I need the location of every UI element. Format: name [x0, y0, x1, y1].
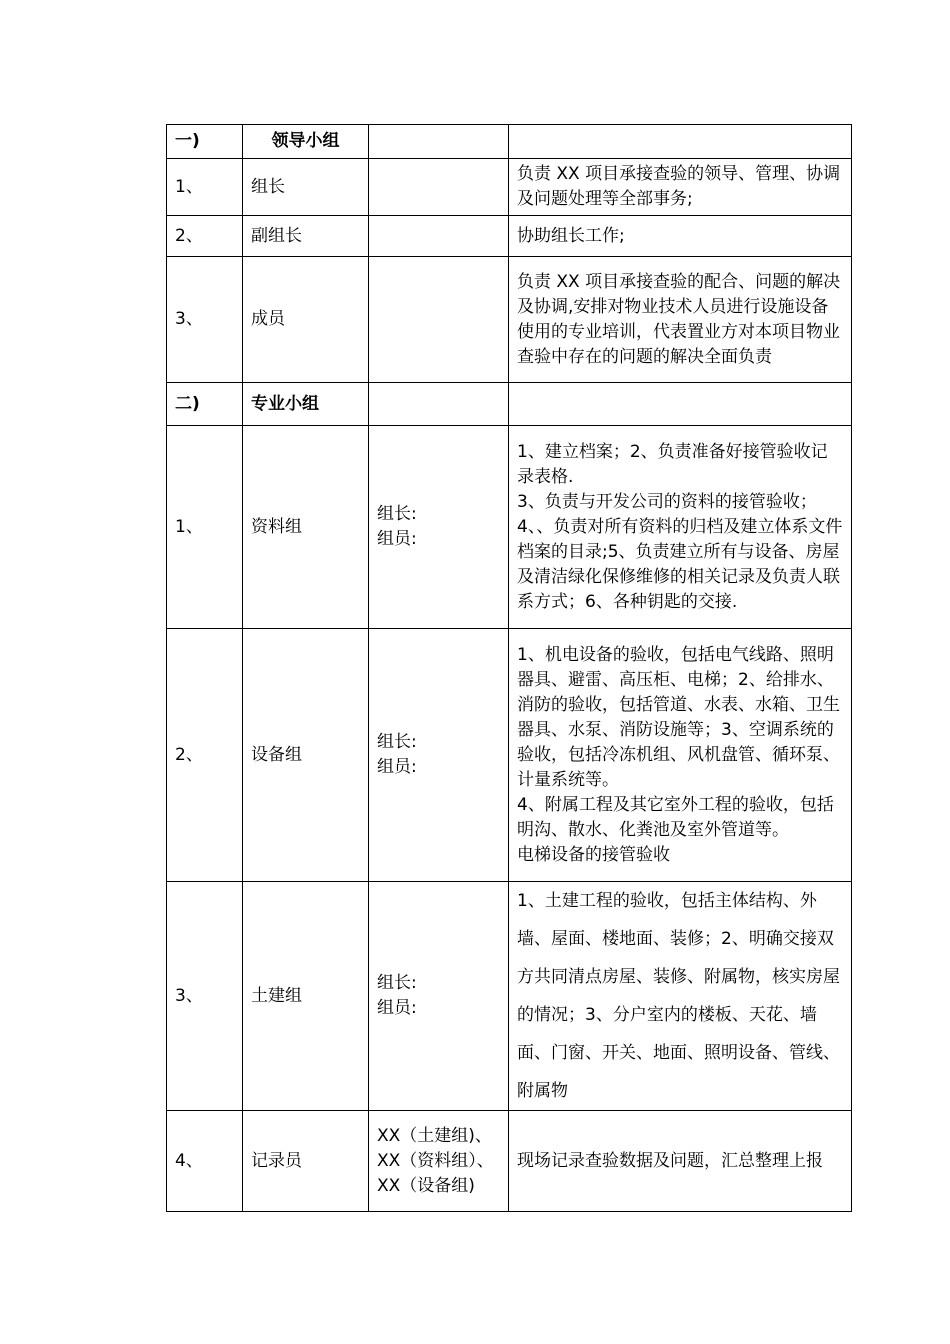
staff-cell	[369, 257, 509, 383]
section-header-row	[167, 383, 852, 426]
duty-text: 负责 XX 项目承接查验的领导、管理、协调及问题处理等全部事务;	[509, 159, 852, 216]
role-name: 副组长	[243, 216, 369, 257]
table-row	[167, 882, 852, 1111]
duty-line: 3、负责与开发公司的资料的接管验收；4、、负责对所有资料的归档及建立体系文件档案的目录;5、负责建立所有与设备、房屋及清洁绿化保修维修的相关记录及负责人联系方式；6、各种钥匙的交接.	[517, 491, 843, 612]
member-label: 组员:	[377, 757, 417, 777]
role-name: 组长	[243, 159, 369, 216]
staff-cell	[369, 125, 509, 159]
member-label: 组员:	[377, 529, 417, 549]
group-name: 土建组	[243, 882, 369, 1111]
leader-label: 组长:	[377, 732, 417, 752]
staff-cell	[369, 159, 509, 216]
table-row	[167, 216, 852, 257]
section-header-row	[167, 125, 852, 159]
staff-text: XX（土建组)、XX（资料组）、XX（设备组)	[369, 1111, 509, 1212]
duty-text: 协助组长工作;	[509, 216, 852, 257]
table-row	[167, 629, 852, 882]
table-row	[167, 426, 852, 629]
table-row	[167, 1111, 852, 1212]
duty-cell	[509, 125, 852, 159]
staff-cell	[369, 882, 509, 1111]
role-name: 成员	[243, 257, 369, 383]
section-number: 一)	[167, 125, 243, 159]
section-number: 二)	[167, 383, 243, 426]
duty-cell	[509, 383, 852, 426]
duty-line: 电梯设备的接管验收	[517, 844, 670, 865]
section-title: 专业小组	[243, 383, 369, 426]
row-number: 3、	[167, 257, 243, 383]
acceptance-team-table	[166, 124, 852, 1212]
row-number: 1、	[167, 159, 243, 216]
duty-line: 1、建立档案；2、负责准备好接管验收记录表格.	[517, 441, 828, 487]
section-title: 领导小组	[243, 125, 369, 159]
duty-cell	[509, 629, 852, 882]
duty-text: 现场记录查验数据及问题，汇总整理上报	[509, 1111, 852, 1212]
row-number: 4、	[167, 1111, 243, 1212]
row-number: 2、	[167, 216, 243, 257]
row-number: 2、	[167, 629, 243, 882]
staff-cell	[369, 629, 509, 882]
duty-cell	[509, 426, 852, 629]
group-name: 记录员	[243, 1111, 369, 1212]
staff-cell	[369, 426, 509, 629]
leader-label: 组长:	[377, 973, 417, 993]
group-name: 资料组	[243, 426, 369, 629]
row-number: 1、	[167, 426, 243, 629]
duty-text: 1、土建工程的验收，包括主体结构、外墙、屋面、楼地面、装修；2、明确交接双方共同清点房屋、装修、附属物，核实房屋的情况；3、分户室内的楼板、天花、墙面、门窗、开关、地面、照明设备、管线、附属物	[509, 882, 852, 1111]
leader-label: 组长:	[377, 504, 417, 524]
row-number: 3、	[167, 882, 243, 1111]
group-name: 设备组	[243, 629, 369, 882]
staff-cell	[369, 216, 509, 257]
table-row	[167, 159, 852, 216]
duty-line: 4、附属工程及其它室外工程的验收，包括明沟、散水、化粪池及室外管道等。	[517, 794, 834, 840]
duty-text: 负责 XX 项目承接查验的配合、问题的解决及协调,安排对物业技术人员进行设施设备使用的专业培训，代表置业方对本项目物业查验中存在的问题的解决全面负责	[509, 257, 852, 383]
duty-line: 1、机电设备的验收，包括电气线路、照明器具、避雷、高压柜、电梯；2、给排水、消防的验收，包括管道、水表、水箱、卫生器具、水泵、消防设施等；3、空调系统的验收，包括冷冻机组、风机盘管、循环泵、计量系统等。	[517, 644, 840, 790]
staff-cell	[369, 383, 509, 426]
table-row	[167, 257, 852, 383]
member-label: 组员:	[377, 998, 417, 1018]
